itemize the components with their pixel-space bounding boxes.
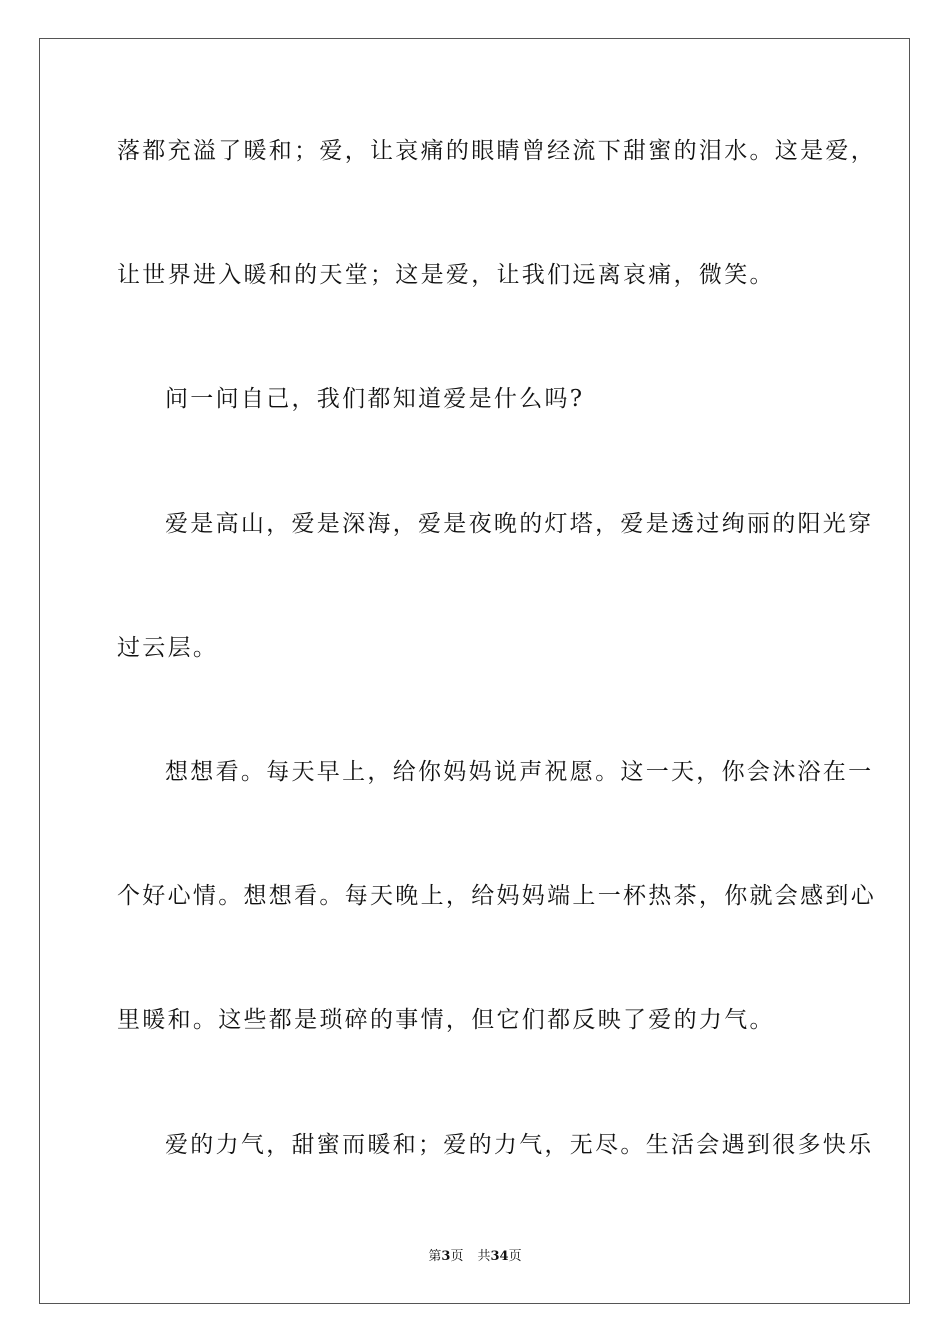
paragraph-start-line: 想想看。每天早上，给你妈妈说声祝愿。这一天，你会沐浴在一 <box>165 759 874 785</box>
page-frame <box>39 38 910 1304</box>
paragraph-start-line: 爱是高山，爱是深海，爱是夜晚的灯塔，爱是透过绚丽的阳光穿 <box>165 511 874 537</box>
page-suffix: 页 <box>450 1249 464 1264</box>
text-line: 过云层。 <box>117 635 219 661</box>
total-pages: 34 <box>490 1249 509 1264</box>
page-prefix: 第 <box>428 1249 442 1264</box>
page-footer <box>0 1248 950 1266</box>
paragraph-start-line: 问一问自己，我们都知道爱是什么吗? <box>165 386 585 412</box>
text-line: 落都充溢了暖和；爱，让哀痛的眼睛曾经流下甜蜜的泪水。这是爱， <box>117 138 876 164</box>
text-line: 里暖和。这些都是琐碎的事情，但它们都反映了爱的力气。 <box>117 1007 775 1033</box>
paragraph-start-line: 爱的力气，甜蜜而暖和；爱的力气，无尽。生活会遇到很多快乐 <box>165 1132 874 1158</box>
text-line: 个好心情。想想看。每天晚上，给妈妈端上一杯热茶，你就会感到心 <box>117 883 876 909</box>
total-suffix: 页 <box>508 1249 522 1264</box>
total-prefix: 共 <box>477 1249 491 1264</box>
page-number: 3 <box>441 1249 451 1264</box>
text-line: 让世界进入暖和的天堂；这是爱，让我们远离哀痛，微笑。 <box>117 262 775 288</box>
